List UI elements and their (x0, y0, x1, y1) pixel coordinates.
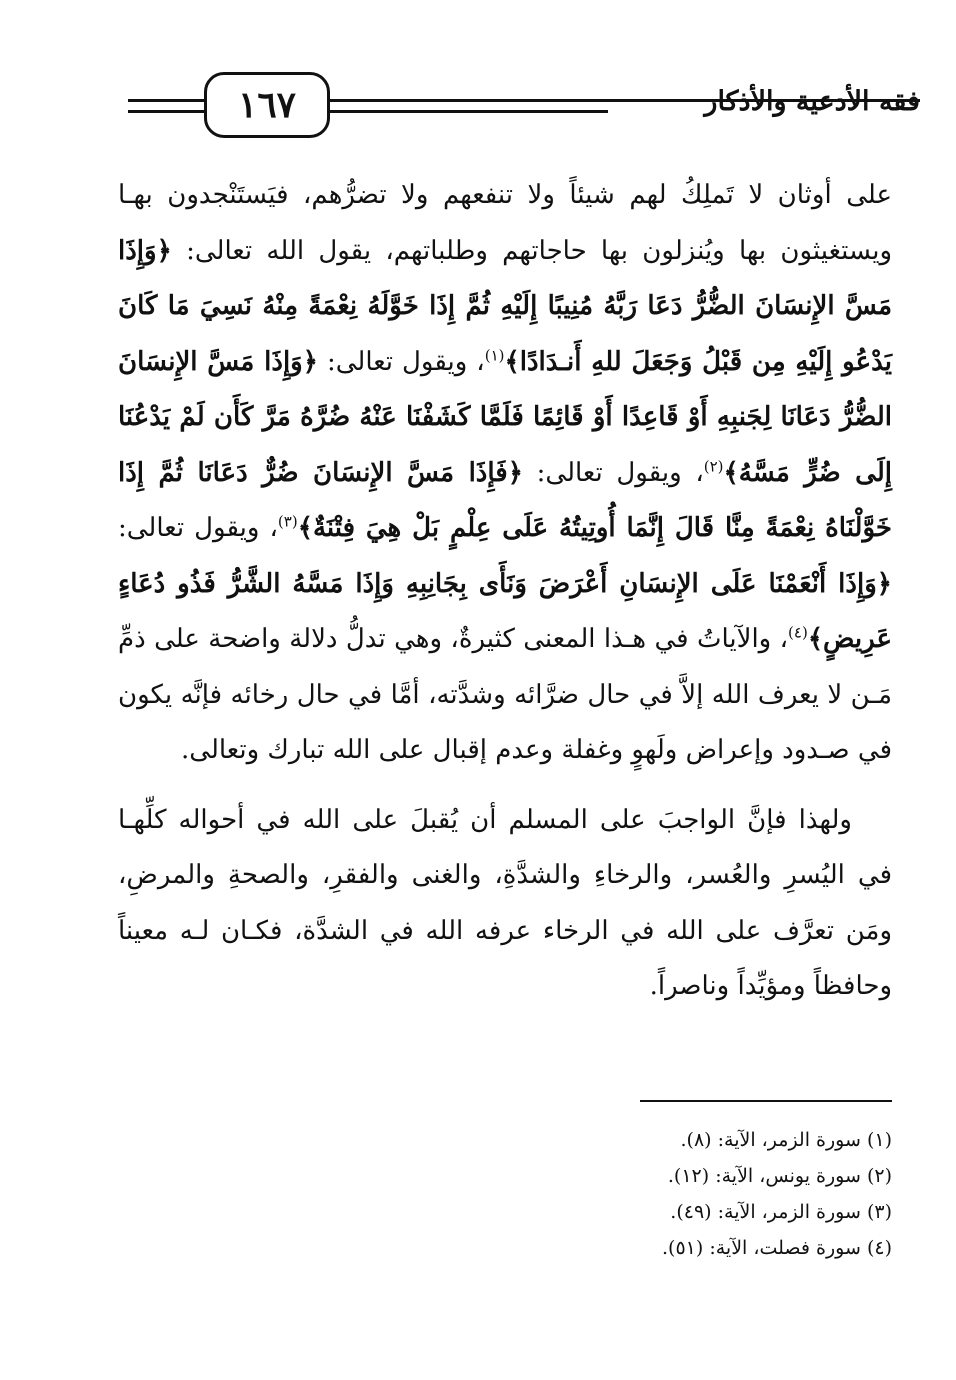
quran-verse-3: ﴿فَإِذَا مَسَّ الإِنسَانَ ضُرٌّ دَعَانَا ثُمَّ إِذَا خَوَّلْنَاهُ نِعْمَةً مِنَّا قَالَ إِنَّمَا أُوتِيتُهُ عَلَى عِلْمٍ بَلْ هِيَ فِتْنَةٌ﴾ (118, 457, 892, 543)
footnote-ref-1: (١) (484, 345, 505, 364)
page-header (128, 72, 920, 144)
quran-verse-1: ﴿وَإِذَا مَسَّ الإِنسَانَ الضُّرُّ دَعَا رَبَّهُ مُنِيبًا إِلَيْهِ ثُمَّ إِذَا خَوَّلَهُ نِعْمَةً مِنْهُ نَسِيَ مَا كَانَ يَدْعُو إِلَيْهِ مِن قَبْلُ وَجَعَلَ للهِ أَنـدَادًا﴾ (118, 235, 892, 377)
footnote-divider (640, 1100, 892, 1102)
footnote-1: (١) سورة الزمر، الآية: (٨). (680, 1129, 892, 1151)
footnote-3: (٣) سورة الزمر، الآية: (٤٩). (670, 1201, 892, 1223)
footnote-ref-4: (٤) (788, 623, 808, 642)
text-segment: على أوثان لا تَملِكُ لهم شيئاً ولا تنفعهم ولا تضرُّهم، فيَستَنْجدون بهـا ويستغيثون بها ويُنزلون بها حاجاتهم وطلباتهم، يقول الله تعالى: (118, 180, 892, 266)
footnotes (192, 1122, 892, 1266)
text-segment: ، ويقول تعالى: (118, 513, 278, 543)
paragraph-2: ولهذا فإنَّ الواجبَ على المسلم أن يُقبلَ على الله في أحواله كلِّهـا في اليُسرِ والعُسر، والرخاءِ والشدَّةِ، والغنى والفقرِ، والصحةِ والمرضِ، ومَن تعرَّف على الله في الرخاء عرفه الله في الشدَّة، فكـان لـه معيناً وحافظاً ومؤيِّداً وناصراً. (118, 804, 892, 1001)
quran-verse-4: ﴿وَإِذَا أَنْعَمْنَا عَلَى الإِنسَانِ أَعْرَضَ وَنَأَى بِجَانِبِهِ وَإِذَا مَسَّهُ الشَّرُّ فَذُو دُعَاءٍ عَرِيضٍ﴾ (118, 568, 892, 654)
footnote-ref-3: (٣) (277, 512, 298, 531)
quran-verse-2: ﴿وَإِذَا مَسَّ الإِنسَانَ الضُّرُّ دَعَانَا لِجَنبِهِ أَوْ قَاعِدًا أَوْ قَائِمًا فَلَمَّا كَشَفْنَا عَنْهُ ضُرَّهُ مَرَّ كَأَن لَمْ يَدْعُنَا إِلَى ضُرٍّ مَسَّهُ﴾ (118, 346, 892, 488)
footnote-ref-2: (٢) (703, 456, 724, 475)
text-segment: ، والآياتُ في هـذا المعنى كثيرةٌ، وهي تدلُّ دلالة واضحة على ذمِّ مَـن لا يعرف الله إلاَّ في حال ضرَّائه وشدَّته، أمَّا في حال رخائه فإنَّه يكون في صـدود وإعراض ولَهوٍ وغفلة وعدم إقبال على الله تبارك وتعالى. (118, 624, 892, 765)
page-number: ١٦٧ (204, 72, 330, 138)
paragraph-1 (118, 168, 892, 779)
text-segment: ، ويقول تعالى: (317, 346, 485, 377)
footnote-2: (٢) سورة يونس، الآية: (١٢). (667, 1165, 892, 1187)
header-rule-bottom (128, 110, 608, 113)
footnote-4: (٤) سورة فصلت، الآية: (٥١). (662, 1237, 892, 1259)
book-title: فقه الأدعية والأذكار (704, 86, 920, 117)
text-segment: ، ويقول تعالى: (522, 457, 704, 488)
main-text (118, 168, 892, 1015)
